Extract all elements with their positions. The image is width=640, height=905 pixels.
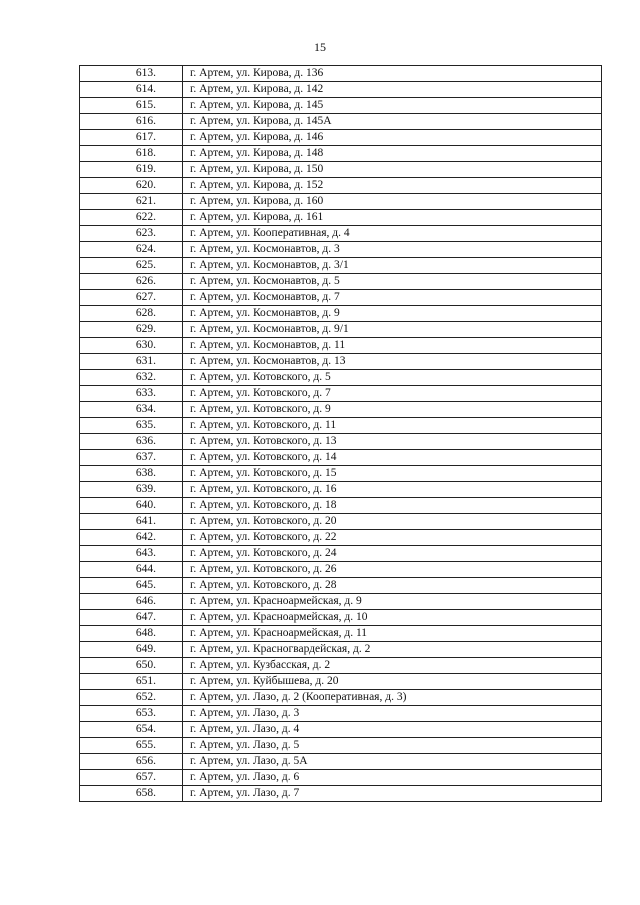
- row-address: г. Артем, ул. Котовского, д. 18: [183, 498, 602, 514]
- row-address: г. Артем, ул. Космонавтов, д. 9/1: [183, 322, 602, 338]
- table-row: [80, 146, 602, 162]
- row-number: 646.: [80, 594, 183, 610]
- row-address: г. Артем, ул. Космонавтов, д. 11: [183, 338, 602, 354]
- table-row: [80, 562, 602, 578]
- row-number: 634.: [80, 402, 183, 418]
- table-row: [80, 786, 602, 802]
- row-number: 632.: [80, 370, 183, 386]
- row-address: г. Артем, ул. Котовского, д. 22: [183, 530, 602, 546]
- row-number: 657.: [80, 770, 183, 786]
- row-number: 633.: [80, 386, 183, 402]
- table-row: [80, 98, 602, 114]
- row-number: 647.: [80, 610, 183, 626]
- table-row: [80, 226, 602, 242]
- row-number: 642.: [80, 530, 183, 546]
- row-address: г. Артем, ул. Котовского, д. 11: [183, 418, 602, 434]
- row-address: г. Артем, ул. Космонавтов, д. 7: [183, 290, 602, 306]
- row-address: г. Артем, ул. Лазо, д. 3: [183, 706, 602, 722]
- row-number: 625.: [80, 258, 183, 274]
- row-address: г. Артем, ул. Кооперативная, д. 4: [183, 226, 602, 242]
- table-row: [80, 306, 602, 322]
- table-row: [80, 626, 602, 642]
- row-address: г. Артем, ул. Красноармейская, д. 9: [183, 594, 602, 610]
- row-number: 623.: [80, 226, 183, 242]
- row-address: г. Артем, ул. Кирова, д. 152: [183, 178, 602, 194]
- row-address: г. Артем, ул. Куйбышева, д. 20: [183, 674, 602, 690]
- row-address: г. Артем, ул. Котовского, д. 13: [183, 434, 602, 450]
- row-number: 648.: [80, 626, 183, 642]
- table-row: [80, 514, 602, 530]
- table-row: [80, 386, 602, 402]
- row-number: 613.: [80, 66, 183, 82]
- page-number: 15: [314, 40, 326, 54]
- row-number: 620.: [80, 178, 183, 194]
- row-address: г. Артем, ул. Котовского, д. 28: [183, 578, 602, 594]
- table-row: [80, 66, 602, 82]
- table-row: [80, 354, 602, 370]
- row-address: г. Артем, ул. Красногвардейская, д. 2: [183, 642, 602, 658]
- table-row: [80, 482, 602, 498]
- row-number: 640.: [80, 498, 183, 514]
- row-number: 629.: [80, 322, 183, 338]
- row-number: 617.: [80, 130, 183, 146]
- row-number: 641.: [80, 514, 183, 530]
- table-row: [80, 210, 602, 226]
- row-address: г. Артем, ул. Котовского, д. 7: [183, 386, 602, 402]
- row-address: г. Артем, ул. Лазо, д. 2 (Кооперативная, д. 3): [183, 690, 602, 706]
- row-number: 628.: [80, 306, 183, 322]
- row-address: г. Артем, ул. Космонавтов, д. 3: [183, 242, 602, 258]
- row-address: г. Артем, ул. Космонавтов, д. 5: [183, 274, 602, 290]
- row-address: г. Артем, ул. Лазо, д. 5А: [183, 754, 602, 770]
- row-number: 622.: [80, 210, 183, 226]
- row-address: г. Артем, ул. Котовского, д. 26: [183, 562, 602, 578]
- row-number: 619.: [80, 162, 183, 178]
- row-number: 649.: [80, 642, 183, 658]
- row-address: г. Артем, ул. Лазо, д. 5: [183, 738, 602, 754]
- table-row: [80, 498, 602, 514]
- row-number: 637.: [80, 450, 183, 466]
- row-address: г. Артем, ул. Кирова, д. 161: [183, 210, 602, 226]
- row-address: г. Артем, ул. Космонавтов, д. 9: [183, 306, 602, 322]
- table-row: [80, 578, 602, 594]
- row-number: 618.: [80, 146, 183, 162]
- table-row: [80, 178, 602, 194]
- table-row: [80, 754, 602, 770]
- row-number: 635.: [80, 418, 183, 434]
- table-row: [80, 258, 602, 274]
- table-row: [80, 194, 602, 210]
- row-number: 626.: [80, 274, 183, 290]
- row-number: 638.: [80, 466, 183, 482]
- row-number: 658.: [80, 786, 183, 802]
- row-address: г. Артем, ул. Котовского, д. 5: [183, 370, 602, 386]
- table-row: [80, 530, 602, 546]
- table-row: [80, 770, 602, 786]
- row-address: г. Артем, ул. Красноармейская, д. 11: [183, 626, 602, 642]
- row-number: 654.: [80, 722, 183, 738]
- row-number: 616.: [80, 114, 183, 130]
- row-address: г. Артем, ул. Кирова, д. 145: [183, 98, 602, 114]
- table-row: [80, 738, 602, 754]
- row-address: г. Артем, ул. Котовского, д. 15: [183, 466, 602, 482]
- row-address: г. Артем, ул. Котовского, д. 9: [183, 402, 602, 418]
- row-number: 656.: [80, 754, 183, 770]
- table-row: [80, 706, 602, 722]
- table-row: [80, 546, 602, 562]
- table-row: [80, 114, 602, 130]
- row-number: 615.: [80, 98, 183, 114]
- row-address: г. Артем, ул. Кирова, д. 146: [183, 130, 602, 146]
- row-number: 643.: [80, 546, 183, 562]
- row-number: 644.: [80, 562, 183, 578]
- table-row: [80, 418, 602, 434]
- table-row: [80, 290, 602, 306]
- row-number: 639.: [80, 482, 183, 498]
- table-row: [80, 434, 602, 450]
- row-address: г. Артем, ул. Кирова, д. 150: [183, 162, 602, 178]
- table-row: [80, 450, 602, 466]
- row-number: 653.: [80, 706, 183, 722]
- row-number: 621.: [80, 194, 183, 210]
- row-address: г. Артем, ул. Кирова, д. 148: [183, 146, 602, 162]
- row-address: г. Артем, ул. Кирова, д. 136: [183, 66, 602, 82]
- table-row: [80, 594, 602, 610]
- row-number: 650.: [80, 658, 183, 674]
- row-address: г. Артем, ул. Космонавтов, д. 3/1: [183, 258, 602, 274]
- table-row: [80, 658, 602, 674]
- row-address: г. Артем, ул. Котовского, д. 24: [183, 546, 602, 562]
- table-row: [80, 610, 602, 626]
- row-number: 652.: [80, 690, 183, 706]
- row-address: г. Артем, ул. Лазо, д. 6: [183, 770, 602, 786]
- row-number: 655.: [80, 738, 183, 754]
- table-row: [80, 162, 602, 178]
- row-address: г. Артем, ул. Кирова, д. 160: [183, 194, 602, 210]
- row-number: 627.: [80, 290, 183, 306]
- table-row: [80, 466, 602, 482]
- row-number: 651.: [80, 674, 183, 690]
- table-row: [80, 274, 602, 290]
- row-address: г. Артем, ул. Котовского, д. 20: [183, 514, 602, 530]
- row-number: 624.: [80, 242, 183, 258]
- address-table-body: [80, 66, 602, 802]
- row-address: г. Артем, ул. Кузбасская, д. 2: [183, 658, 602, 674]
- table-row: [80, 674, 602, 690]
- table-row: [80, 722, 602, 738]
- table-row: [80, 242, 602, 258]
- table-row: [80, 690, 602, 706]
- table-row: [80, 642, 602, 658]
- table-row: [80, 338, 602, 354]
- row-address: г. Артем, ул. Котовского, д. 16: [183, 482, 602, 498]
- row-address: г. Артем, ул. Котовского, д. 14: [183, 450, 602, 466]
- row-address: г. Артем, ул. Кирова, д. 142: [183, 82, 602, 98]
- row-address: г. Артем, ул. Космонавтов, д. 13: [183, 354, 602, 370]
- row-address: г. Артем, ул. Кирова, д. 145А: [183, 114, 602, 130]
- table-row: [80, 130, 602, 146]
- row-address: г. Артем, ул. Красноармейская, д. 10: [183, 610, 602, 626]
- row-address: г. Артем, ул. Лазо, д. 4: [183, 722, 602, 738]
- address-table: [79, 65, 602, 802]
- row-number: 614.: [80, 82, 183, 98]
- row-number: 630.: [80, 338, 183, 354]
- table-row: [80, 370, 602, 386]
- table-row: [80, 402, 602, 418]
- row-address: г. Артем, ул. Лазо, д. 7: [183, 786, 602, 802]
- row-number: 645.: [80, 578, 183, 594]
- table-row: [80, 82, 602, 98]
- table-row: [80, 322, 602, 338]
- row-number: 636.: [80, 434, 183, 450]
- row-number: 631.: [80, 354, 183, 370]
